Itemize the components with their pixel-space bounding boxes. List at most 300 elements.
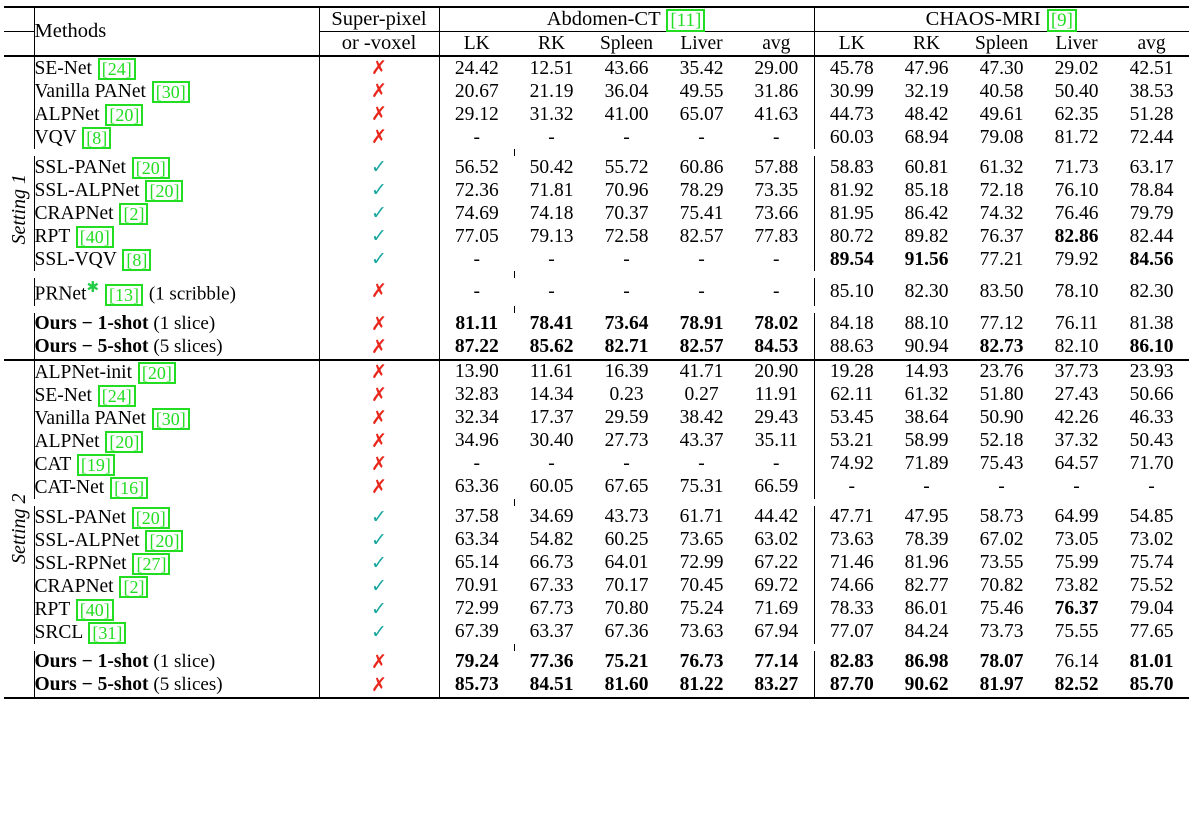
citation-box[interactable]: [20] [145,180,183,202]
cell-ct-3: 75.24 [679,598,724,619]
citation-box[interactable]: [30] [152,81,190,103]
cell-ct-0: 79.24 [439,651,514,674]
cross-icon: ✗ [371,406,387,429]
cell-ct-0: - [439,248,514,271]
method-cell [34,57,319,80]
cell-mri-2: 77.12 [979,313,1024,334]
cell-mri-2: 73.55 [979,552,1024,573]
method-cell [34,313,319,336]
method-name: RPT [34,226,70,247]
cell-ct-3: 76.73 [679,651,724,672]
cell-mri-3: 75.55 [1054,621,1099,642]
citation-box[interactable]: [2] [119,576,148,598]
citation-box[interactable]: [27] [132,553,170,575]
method-cell [34,126,319,149]
method-name: Vanilla PANet [34,407,146,429]
cell-mri-1: 78.39 [904,529,949,550]
superpixel-cell [319,575,439,598]
cell-mri-1: 82.30 [904,280,949,302]
cell-mri-3: 50.40 [1054,80,1099,102]
cell-ct-0: 87.22 [439,336,514,360]
citation-box[interactable]: [8] [82,127,111,149]
cell-mri-2: 81.97 [979,674,1024,695]
cell-ct-0: 72.36 [439,179,514,202]
cell-mri-3: 73.05 [1054,529,1099,550]
cell-ct-4: 83.27 [754,674,799,695]
cell-mri-1: 81.96 [904,552,949,573]
method-cell [34,336,319,360]
method-cell [34,407,319,430]
citation-box[interactable]: [20] [132,157,170,179]
cell-mri-4: 84.56 [1129,248,1174,270]
check-icon: ✓ [371,505,387,528]
cell-ct-4: 31.86 [754,80,799,102]
superpixel-cell [319,598,439,621]
cell-ct-1: 54.82 [529,529,574,550]
check-icon: ✓ [371,202,387,224]
superpixel-cell [319,621,439,644]
table-body [4,7,1189,698]
cross-icon: ✗ [371,650,387,673]
cell-mri-4: 23.93 [1129,361,1174,382]
cell-mri-0: 81.95 [814,202,889,225]
cell-mri-2: 52.18 [979,430,1024,451]
table-row [4,248,1189,271]
table-row [4,57,1189,80]
group-spacer [4,271,1189,278]
method-name: CAT [34,453,71,475]
check-icon: ✓ [371,528,387,551]
cell-mri-0: 53.21 [814,430,889,453]
table-row [4,575,1189,598]
method-name: Ours − 5-shot [34,336,149,357]
spacer-sp [439,644,514,651]
method-cell [34,575,319,598]
cell-ct-2: 81.60 [604,674,649,695]
cross-icon: ✗ [371,673,387,696]
cell-ct-1: 11.61 [529,361,574,382]
cell-ct-3: 78.29 [679,179,724,201]
citation-box[interactable]: [31] [88,622,126,644]
table-row [4,453,1189,476]
cross-icon: ✗ [371,80,387,102]
cell-mri-3: 71.73 [1054,156,1099,178]
header-col-mri-spleen: Spleen [964,32,1039,57]
superpixel-cell [319,156,439,179]
cell-mri-3: 64.99 [1054,506,1099,527]
cell-ct-4: - [773,248,780,270]
method-cell [34,621,319,644]
cell-ct-1: - [548,126,555,148]
cell-mri-1: 47.95 [904,506,949,527]
method-name: PRNet [34,283,87,305]
cell-mri-1: 86.01 [904,598,949,619]
cell-ct-4: 77.14 [754,651,799,672]
cell-ct-2: 70.96 [604,179,649,201]
citation-box[interactable]: [8] [122,249,151,271]
superpixel-cell [319,476,439,499]
cell-ct-2: 70.80 [604,598,649,619]
cell-ct-0: 24.42 [439,57,514,80]
method-cell [34,453,319,476]
cell-mri-4: 51.28 [1129,103,1174,125]
table-row [4,103,1189,126]
cell-mri-0: 58.83 [814,156,889,179]
table-row [4,430,1189,453]
cell-ct-4: - [773,126,780,148]
bottom-rule [4,697,1189,698]
superpixel-cell [319,80,439,103]
cell-ct-1: 78.41 [529,313,574,334]
cell-mri-1: 48.42 [904,103,949,125]
cell-mri-2: 40.58 [979,80,1024,102]
cell-ct-3: - [698,453,705,474]
cell-ct-0: 56.52 [439,156,514,179]
cell-mri-3: 76.14 [1054,651,1099,672]
cell-ct-1: 30.40 [529,430,574,451]
cell-mri-3: 76.11 [1054,313,1099,334]
cell-ct-3: - [698,280,705,302]
cell-ct-1: 74.18 [529,202,574,224]
cell-ct-1: 79.13 [529,225,574,247]
cross-icon: ✗ [371,335,387,358]
cell-ct-0: - [439,278,514,306]
group-spacer [4,499,1189,506]
cell-ct-1: - [548,453,555,474]
spacer-setting [34,149,319,156]
cell-mri-2: 76.37 [979,225,1024,247]
cell-ct-4: 35.11 [754,430,798,451]
method-name: ALPNet-init [34,361,132,383]
cell-ct-1: 67.33 [529,575,574,596]
cell-ct-1: 60.05 [529,476,574,497]
table-row [4,476,1189,499]
cell-ct-2: 64.01 [604,552,649,573]
cell-mri-1: 88.10 [904,313,949,334]
table-row [4,506,1189,529]
cell-ct-4: 41.63 [754,103,799,125]
citation-box[interactable]: [20] [138,362,176,384]
cell-mri-1: 86.98 [904,651,949,672]
cell-ct-0: 85.73 [439,674,514,697]
cell-mri-4: 81.38 [1129,313,1174,334]
cell-mri-1: 82.77 [904,575,949,596]
table-row [4,336,1189,360]
asterisk-marker: ✱ [86,280,100,296]
cell-mri-1: 90.62 [904,674,949,695]
cell-mri-2: 77.21 [979,248,1024,270]
citation-box[interactable]: [20] [105,104,143,126]
header-col-mri-lk: LK [814,32,889,57]
cell-mri-1: 68.94 [904,126,949,148]
table-row [4,80,1189,103]
cell-ct-3: - [698,126,705,148]
check-icon: ✓ [371,156,387,178]
citation-box[interactable]: [11] [666,9,705,32]
spacer-setting [34,271,319,278]
cell-ct-2: 82.71 [604,336,649,357]
method-suffix: (1 slice) [153,651,216,672]
header-col-ct-spleen: Spleen [589,32,664,57]
header-col-mri-avg: avg [1114,32,1189,57]
spacer-method [319,306,439,313]
citation-box[interactable]: [30] [152,408,190,430]
method-name: SSL-VQV [34,249,117,270]
cell-mri-2: 23.76 [979,361,1024,382]
cell-mri-3: 64.57 [1054,453,1099,474]
method-name: RPT [34,598,70,620]
method-cell [34,278,319,306]
cell-ct-4: 29.43 [754,407,799,428]
cell-ct-3: 78.91 [679,313,724,334]
cell-ct-0: 65.14 [439,552,514,575]
cell-ct-4: - [773,453,780,474]
cell-mri-0: 44.73 [814,103,889,126]
citation-box[interactable]: [16] [110,477,148,499]
method-cell [34,598,319,621]
cell-ct-1: 67.73 [529,598,574,619]
table-row [4,313,1189,336]
citation-box[interactable]: [9] [1047,9,1077,32]
spacer-method [319,499,439,506]
method-cell [34,384,319,407]
method-name: SE-Net [34,384,92,406]
cell-mri-2: 67.02 [979,529,1024,550]
cell-ct-4: 73.35 [754,179,799,201]
cell-ct-2: 29.59 [604,407,649,428]
superpixel-cell [319,453,439,476]
method-cell [34,529,319,552]
cell-mri-4: 75.74 [1129,552,1174,573]
cell-mri-0: 62.11 [814,384,889,407]
spacer-nums [514,306,1189,313]
cell-ct-4: 57.88 [754,156,799,178]
superpixel-cell [319,313,439,336]
cell-mri-4: 73.02 [1129,529,1174,550]
cell-mri-3: 82.86 [1054,225,1099,247]
method-name: Ours − 1-shot [34,313,149,334]
cell-ct-4: 77.83 [754,225,799,247]
check-icon: ✓ [371,620,387,643]
cell-ct-4: 44.42 [754,506,799,527]
cell-mri-0: 85.10 [814,278,889,306]
cell-ct-3: 38.42 [679,407,724,428]
cell-ct-2: 72.58 [604,225,649,247]
cell-ct-3: 41.71 [679,361,724,382]
cell-ct-0: 77.05 [439,225,514,248]
header-setting-empty [4,7,34,32]
cell-ct-3: 73.65 [679,529,724,550]
method-name: SSL-ALPNet [34,529,140,551]
header-col-mri-rk: RK [889,32,964,57]
spacer-nums [514,644,1189,651]
cell-ct-2: 0.23 [609,384,644,405]
cell-mri-0: 74.92 [814,453,889,476]
cell-ct-4: 69.72 [754,575,799,596]
cell-mri-0: 47.71 [814,506,889,529]
cell-ct-2: 27.73 [604,430,649,451]
cross-icon: ✗ [371,360,387,383]
cell-mri-3: 75.99 [1054,552,1099,573]
cell-mri-2: 73.73 [979,621,1024,642]
cell-mri-2: 74.32 [979,202,1024,224]
spacer-setting [34,306,319,313]
cell-mri-4: 79.79 [1129,202,1174,224]
cell-ct-1: 50.42 [529,156,574,178]
method-cell [34,225,319,248]
citation-box[interactable]: [40] [76,599,114,621]
superpixel-cell [319,225,439,248]
cell-ct-3: 49.55 [679,80,724,102]
cell-mri-0: 30.99 [814,80,889,103]
cell-ct-0: 32.34 [439,407,514,430]
cell-mri-0: 45.78 [814,57,889,80]
cell-mri-4: 50.66 [1129,384,1174,405]
cell-ct-0: 13.90 [439,361,514,384]
cell-mri-4: 71.70 [1129,453,1174,474]
cell-mri-1: 61.32 [904,384,949,405]
cell-ct-1: 66.73 [529,552,574,573]
cell-mri-3: 76.37 [1054,598,1099,619]
header-col-ct-rk: RK [514,32,589,57]
cell-ct-0: 72.99 [439,598,514,621]
cell-ct-4: - [773,280,780,302]
cell-mri-0: 88.63 [814,336,889,360]
cell-ct-3: 81.22 [679,674,724,695]
cross-icon: ✗ [371,429,387,452]
cell-mri-4: 77.65 [1129,621,1174,642]
method-name: CRAPNet [34,575,114,597]
cell-mri-2: 51.80 [979,384,1024,405]
table-row [4,621,1189,644]
citation-box[interactable]: [19] [77,454,115,476]
cell-mri-3: 76.46 [1054,202,1099,224]
method-name: ALPNet [34,104,100,125]
header-group-ct: Abdomen-CT [11] [439,7,814,32]
cell-mri-3: 27.43 [1054,384,1099,405]
cell-ct-2: 67.65 [604,476,649,497]
cell-mri-1: 47.96 [904,57,949,79]
method-cell [34,552,319,575]
cell-ct-2: - [623,126,630,148]
spacer-sp [439,306,514,313]
cell-ct-0: - [439,126,514,149]
cell-ct-4: 78.02 [754,313,799,334]
cell-mri-1: 32.19 [904,80,949,102]
cell-mri-0: 74.66 [814,575,889,598]
cell-mri-4: 78.84 [1129,179,1174,201]
superpixel-cell [319,278,439,306]
cell-mri-2: 47.30 [979,57,1024,79]
cell-mri-0: 78.33 [814,598,889,621]
citation-box[interactable]: [20] [145,530,183,552]
cell-ct-4: 73.66 [754,202,799,224]
cell-mri-4: 42.51 [1129,57,1174,79]
cell-mri-3: 81.72 [1054,126,1099,148]
cell-mri-2: 72.18 [979,179,1024,201]
header-group-mri: CHAOS-MRI [9] [814,7,1189,32]
spacer-method [319,271,439,278]
cell-mri-1: 60.81 [904,156,949,178]
setting-label: Setting 1 [7,173,30,245]
cross-icon: ✗ [371,280,387,303]
superpixel-cell [319,674,439,697]
cell-mri-4: 75.52 [1129,575,1174,596]
cell-ct-0: 63.36 [439,476,514,499]
cell-mri-1: - [923,476,930,497]
cell-ct-0: 63.34 [439,529,514,552]
table-row [4,126,1189,149]
citation-box[interactable]: [13] [105,284,143,306]
method-name: CRAPNet [34,203,114,224]
group-spacer [4,306,1189,313]
cell-ct-4: 63.02 [754,529,799,550]
table-row [4,225,1189,248]
cell-mri-2: 82.73 [979,336,1024,357]
table-row [4,674,1189,697]
cell-ct-3: 82.57 [679,225,724,247]
method-cell [34,156,319,179]
cell-ct-2: 55.72 [604,156,649,178]
superpixel-cell [319,57,439,80]
cell-mri-4: 85.70 [1129,674,1174,695]
superpixel-cell [319,552,439,575]
cell-ct-3: 75.41 [679,202,724,224]
cell-ct-2: - [623,453,630,474]
group-spacer [4,644,1189,651]
cell-ct-3: 75.31 [679,476,724,497]
cell-mri-1: 84.24 [904,621,949,642]
cell-ct-1: 77.36 [529,651,574,672]
citation-box[interactable]: [24] [98,58,136,80]
cell-mri-3: 42.26 [1054,407,1099,428]
citation-box[interactable]: [2] [119,203,148,225]
superpixel-cell [319,361,439,384]
cell-mri-3: 79.92 [1054,248,1099,270]
method-name: VQV [34,127,77,148]
citation-box[interactable]: [20] [132,507,170,529]
header-setting-empty-2 [4,32,34,57]
table-row [4,651,1189,674]
check-icon: ✓ [371,551,387,574]
header-row-1 [4,7,1189,32]
citation-box[interactable]: [20] [105,431,143,453]
cell-ct-2: 60.25 [604,529,649,550]
cell-mri-4: 82.44 [1129,225,1174,247]
method-suffix: (5 slices) [153,336,223,357]
cross-icon: ✗ [371,452,387,475]
method-name: SSL-RPNet [34,552,127,574]
table-row [4,202,1189,225]
table-row [4,598,1189,621]
cross-icon: ✗ [371,383,387,406]
cell-ct-0: 37.58 [439,506,514,529]
cell-ct-4: 11.91 [754,384,798,405]
cell-ct-4: 84.53 [754,336,799,357]
table-row [4,552,1189,575]
cell-ct-2: 73.64 [604,313,649,334]
method-cell [34,674,319,697]
citation-box[interactable]: [40] [76,226,114,248]
citation-box[interactable]: [24] [98,385,136,407]
cell-mri-0: 81.92 [814,179,889,202]
cell-mri-1: 90.94 [904,336,949,357]
cell-mri-3: 73.82 [1054,575,1099,596]
cell-mri-3: 76.10 [1054,179,1099,201]
cell-ct-2: 43.73 [604,506,649,527]
cell-ct-2: 70.37 [604,202,649,224]
method-name: CAT-Net [34,476,105,498]
